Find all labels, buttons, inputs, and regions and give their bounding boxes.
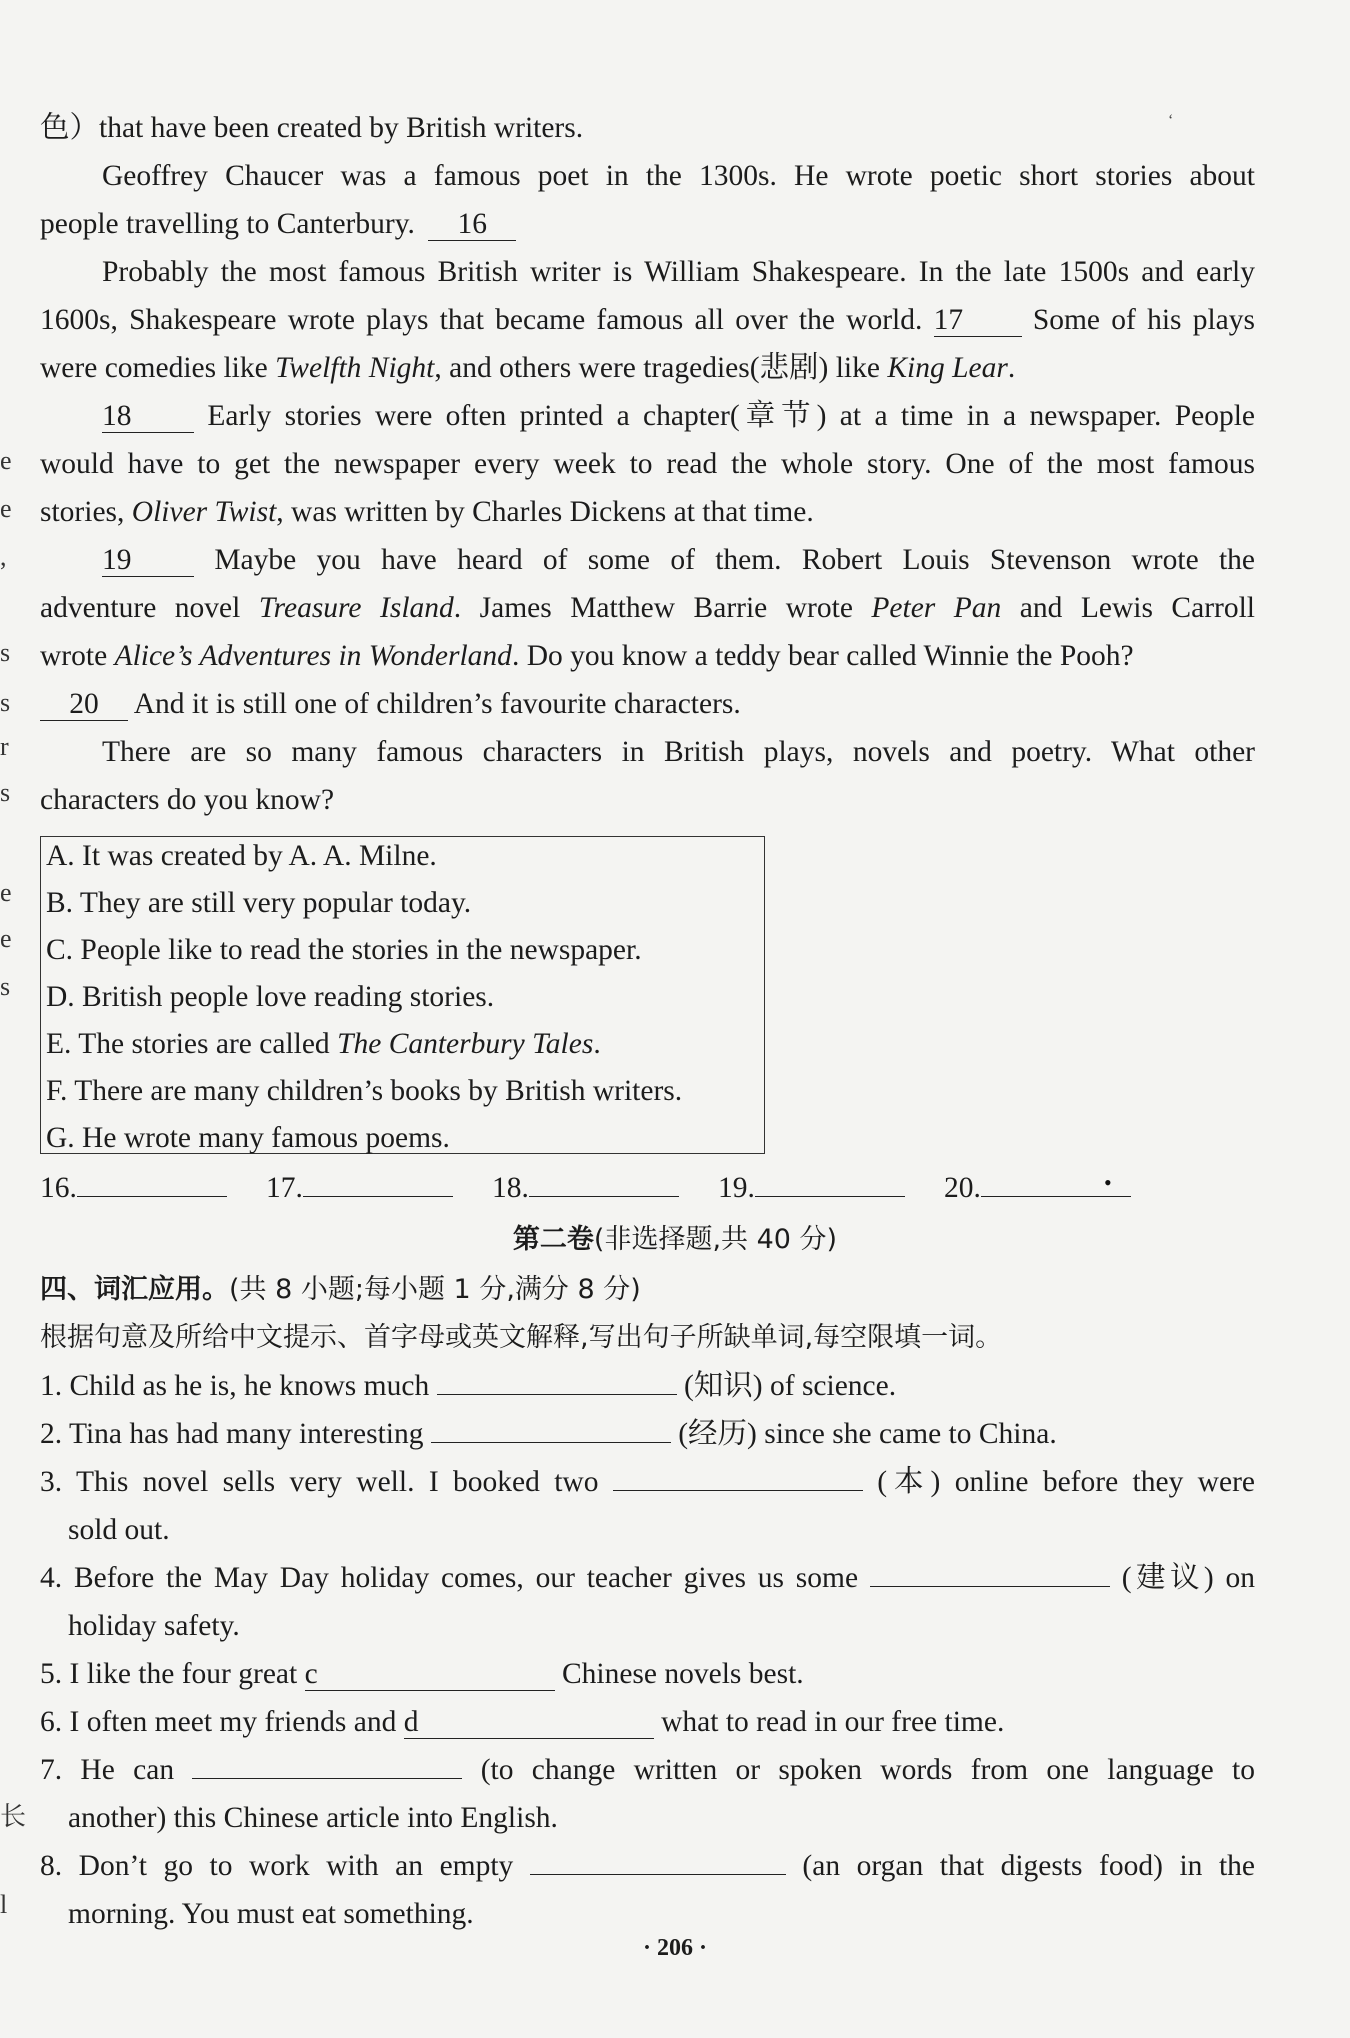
passage-text: Maybe you have heard of some of them. Robert Louis Stevenson wrote the: [214, 544, 1256, 576]
question-text: 1. Child as he is, he knows much: [40, 1370, 430, 1402]
pen-mark: •: [1104, 1170, 1112, 1195]
question-3-cont: sold out.: [68, 1514, 170, 1546]
option-text: .: [593, 1028, 601, 1060]
question-text: 2. Tina has had many interesting: [40, 1418, 424, 1450]
answer-label: 19.: [718, 1172, 755, 1204]
question-text: 6. I often meet my friends and: [40, 1706, 397, 1738]
answer-label: 18.: [492, 1172, 529, 1204]
answer-blank[interactable]: [529, 1196, 679, 1197]
edge-letter: 长: [0, 1802, 27, 1831]
question-2-blank[interactable]: [431, 1442, 671, 1443]
edge-letter: s: [0, 638, 11, 667]
passage-text: 1600s, Shakespeare wrote plays that became famous all over the world.: [40, 304, 923, 336]
passage-text: Some of his plays: [1032, 304, 1255, 336]
answer-blank[interactable]: [77, 1196, 227, 1197]
question-8: [40, 1846, 1255, 1886]
passage-text: were comedies like: [40, 352, 268, 384]
instruction: 根据句意及所给中文提示、首字母或英文解释,写出句子所缺单词,每空限填一词。: [40, 1322, 1003, 1353]
passage-text: Early stories were often printed a chapter(章节) at a time in a newspaper. People: [207, 400, 1256, 432]
passage-line: [40, 348, 1255, 388]
question-8-blank[interactable]: [530, 1874, 786, 1875]
question-text: 5. I like the four great: [40, 1658, 298, 1690]
option-a: A. It was created by A. A. Milne.: [46, 840, 437, 872]
edge-letter: s: [0, 778, 11, 807]
question-4-blank[interactable]: [870, 1586, 1110, 1587]
passage-text: stories,: [40, 496, 125, 528]
title-twelfth-night: Twelfth Night: [275, 352, 435, 384]
passage-text: And it is still one of children’s favourite characters.: [133, 688, 741, 720]
page-number: · 206 ·: [642, 1935, 707, 1961]
answer-blank[interactable]: [755, 1196, 905, 1197]
question-1: [40, 1366, 1255, 1406]
question-2: [40, 1414, 1255, 1454]
passage-text: and Lewis Carroll: [1019, 592, 1255, 624]
section-title: [0, 1220, 1350, 1260]
answer-label: 20.: [944, 1172, 981, 1204]
option-f: F. There are many children’s books by British writers.: [46, 1075, 683, 1107]
passage-line: [40, 492, 1255, 532]
title-peter-pan: Peter Pan: [871, 592, 1002, 624]
answer-16[interactable]: [40, 1172, 227, 1205]
answer-20[interactable]: [944, 1172, 1131, 1205]
blank-17: 17: [934, 304, 1022, 337]
question-text: 3. This novel sells very well. I booked two: [40, 1466, 599, 1498]
answer-label: 17.: [266, 1172, 303, 1204]
answer-blank[interactable]: [981, 1196, 1131, 1197]
question-text: Chinese novels best.: [561, 1658, 804, 1690]
question-text: (本) online before they were: [877, 1466, 1255, 1498]
answer-label: 16.: [40, 1172, 77, 1204]
answer-row: [40, 1172, 1160, 1214]
section-title-bold: 第二卷: [512, 1224, 594, 1255]
passage-text: .: [1007, 352, 1016, 384]
question-text: (to change written or spoken words from one language to: [480, 1754, 1255, 1786]
question-3-blank[interactable]: [613, 1490, 863, 1491]
speck-mark: ‘: [1168, 112, 1174, 129]
question-text: (经历) since she came to China.: [678, 1418, 1057, 1450]
question-4-cont: holiday safety.: [68, 1610, 240, 1642]
passage-text: , was written by Charles Dickens at that time.: [276, 496, 814, 528]
edge-letter: ,: [0, 542, 7, 571]
question-text: 7. He can: [40, 1754, 175, 1786]
title-canterbury-tales: The Canterbury Tales: [337, 1028, 594, 1060]
edge-letter: e: [0, 494, 12, 523]
edge-letter: r: [0, 732, 9, 761]
passage-line: Probably the most famous British writer is William Shakespeare. In the late 1500s and early: [102, 256, 1255, 288]
option-text: E. The stories are called: [46, 1028, 330, 1060]
question-6: [40, 1702, 1255, 1742]
blank-18: 18: [102, 400, 194, 433]
passage-line: would have to get the newspaper every week to read the whole story. One of the most famous: [40, 448, 1255, 480]
section-title-rest: (非选择题,共 40 分): [593, 1224, 838, 1255]
question-7-blank[interactable]: [192, 1778, 462, 1779]
question-text: what to read in our free time.: [661, 1706, 1005, 1738]
title-oliver-twist: Oliver Twist: [131, 496, 277, 528]
option-d: D. British people love reading stories.: [46, 981, 495, 1013]
question-text: (建议) on: [1121, 1562, 1256, 1594]
question-3: [40, 1462, 1255, 1502]
passage-text: . James Matthew Barrie wrote: [453, 592, 853, 624]
option-c: C. People like to read the stories in the newspaper.: [46, 934, 642, 966]
title-treasure-island: Treasure Island: [258, 592, 454, 624]
blank-19: 19: [102, 544, 194, 577]
passage-line: [40, 588, 1255, 628]
passage-text: adventure novel: [40, 592, 241, 624]
question-4: [40, 1558, 1255, 1598]
passage-text: . Do you know a teddy bear called Winnie the Pooh?: [511, 640, 1134, 672]
title-alice: Alice’s Adventures in Wonderland: [114, 640, 512, 672]
answer-19[interactable]: [718, 1172, 905, 1205]
passage-text: wrote: [40, 640, 108, 672]
edge-letter: s: [0, 972, 11, 1001]
question-text: 4. Before the May Day holiday comes, our teacher gives us some: [40, 1562, 859, 1594]
answer-17[interactable]: [266, 1172, 453, 1205]
blank-16: 16: [428, 208, 516, 241]
question-8-cont: morning. You must eat something.: [68, 1898, 474, 1930]
answer-18[interactable]: [492, 1172, 679, 1205]
blank-20: 20: [40, 688, 128, 721]
question-6-blank[interactable]: d: [404, 1706, 654, 1739]
question-7: [40, 1750, 1255, 1790]
question-1-blank[interactable]: [437, 1394, 677, 1395]
question-text: 8. Don’t go to work with an empty: [40, 1850, 514, 1882]
part-heading-rest: (共 8 小题;每小题 1 分,满分 8 分): [229, 1274, 641, 1305]
passage-line: [40, 204, 1255, 244]
option-g: G. He wrote many famous poems.: [46, 1122, 450, 1154]
question-5: [40, 1654, 1255, 1694]
passage-line: [102, 540, 1255, 580]
question-text: (an organ that digests food) in the: [802, 1850, 1256, 1882]
edge-letter: e: [0, 878, 12, 907]
question-7-cont: another) this Chinese article into English.: [68, 1802, 558, 1834]
edge-letter: e: [0, 924, 12, 953]
passage-line: [102, 396, 1255, 436]
edge-letter: l: [0, 1890, 8, 1919]
passage-line: 色）that have been created by British writers.: [40, 112, 584, 144]
title-king-lear: King Lear: [887, 352, 1008, 384]
passage-line: [40, 636, 1255, 676]
passage-text: , and others were tragedies(悲剧) like: [434, 352, 880, 384]
passage-line: characters do you know?: [40, 784, 335, 816]
passage-line: There are so many famous characters in British plays, novels and poetry. What other: [102, 736, 1255, 768]
passage-text: people travelling to Canterbury.: [40, 208, 415, 240]
part-heading: [40, 1270, 641, 1310]
option-b: B. They are still very popular today.: [46, 887, 472, 919]
edge-letter: s: [0, 688, 11, 717]
answer-blank[interactable]: [303, 1196, 453, 1197]
part-heading-bold: 四、词汇应用。: [40, 1274, 229, 1305]
passage-line: [40, 300, 1255, 340]
question-5-blank[interactable]: c: [305, 1658, 555, 1691]
passage-line: [40, 684, 1255, 724]
question-text: (知识) of science.: [683, 1370, 897, 1402]
option-e: [46, 1024, 601, 1064]
passage-line: Geoffrey Chaucer was a famous poet in the 1300s. He wrote poetic short stories about: [102, 160, 1255, 192]
edge-letter: e: [0, 446, 12, 475]
